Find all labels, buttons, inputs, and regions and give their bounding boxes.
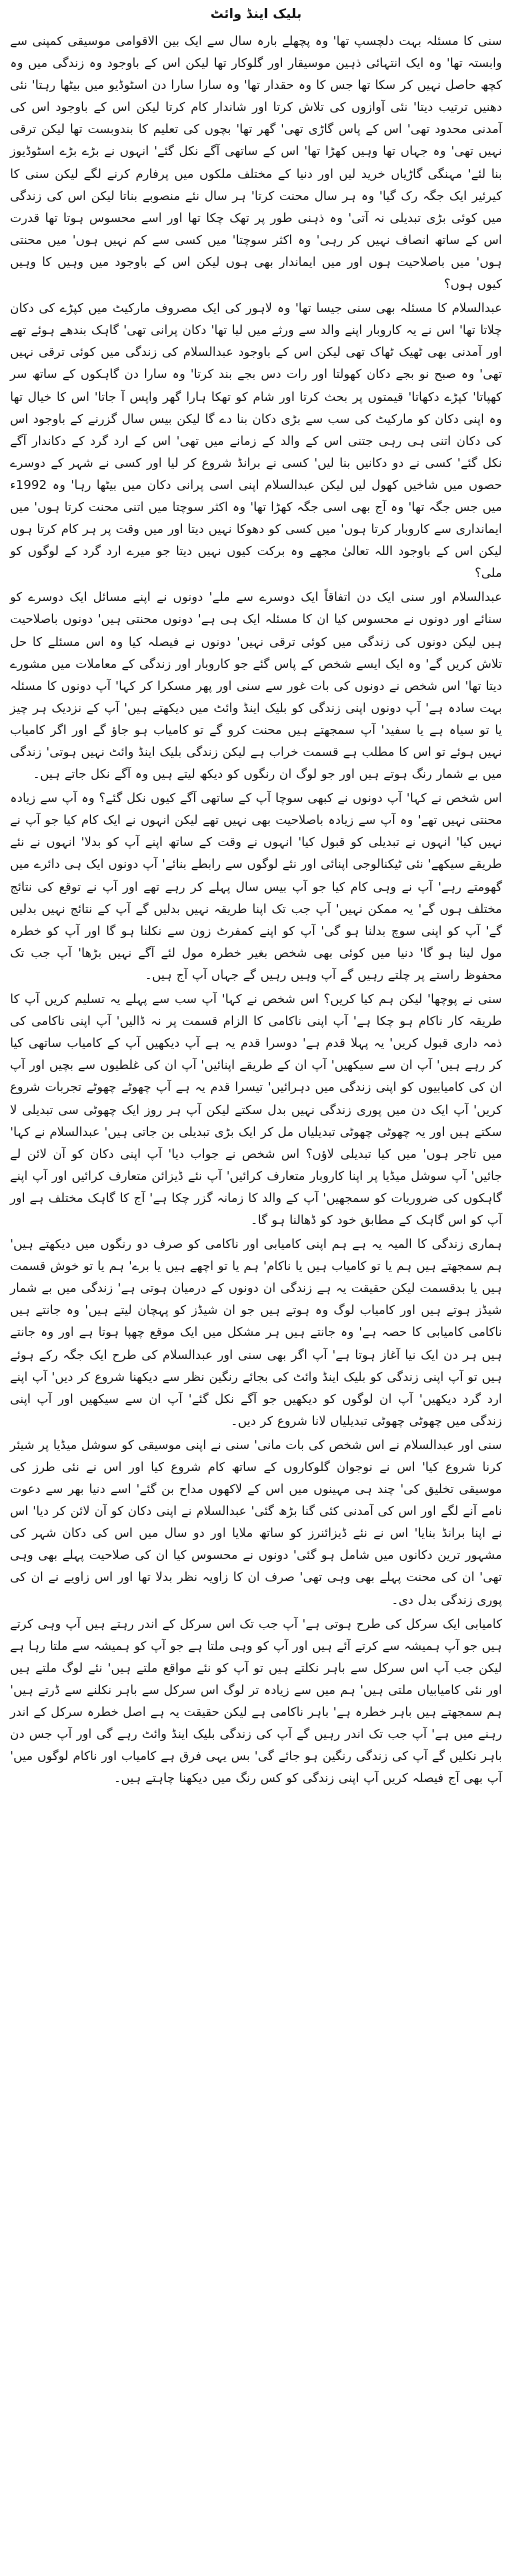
article-paragraph: سنی نے پوچھا' لیکن ہم کیا کریں؟ اس شخص نے کہا' آپ سب سے پہلے یہ تسلیم کریں آپ کا طریقہ کار ناکام ہو چکا ہے' آپ اپنی ناکامی کا الزام قسمت پر نہ ڈالیں' آپ اپنی ناکامی کی ذمہ داری قبول کریں' یہ پہلا قدم ہے' دوسرا قدم یہ ہے آپ دیکھیں آپ کے کامیاب ساتھی کیا کر رہے ہیں' آپ ان سے سیکھیں' آپ ان کے طریقے اپنائیں' آپ ان کی غلطیوں سے بچیں اور آپ ان کی کامیابیوں کو اپنی زندگی میں دہرائیں' تیسرا قدم یہ ہے آپ چھوٹے چھوٹے تجربات شروع کریں' آپ ایک دن میں پوری زندگی نہیں بدل سکتے لیکن آپ ہر روز ایک چھوٹی سی تبدیلی لا سکتے ہیں اور یہ چھوٹی چھوٹی تبدیلیاں مل کر ایک بڑی تبدیلی بن جاتی ہیں' عبدالسلام نے کہا' میں تاجر ہوں' میں کیا تبدیلی لاؤں؟ اس شخص نے جواب دیا' آپ اپنی دکان کو آن لائن لے جائیں' آپ سوشل میڈیا پر اپنا کاروبار متعارف کرائیں' آپ نئے ڈیزائن متعارف کرائیں اور آپ اپنے گاہکوں کی ضروریات کو سمجھیں' آپ کے والد کا زمانہ گزر چکا ہے' آج کا گاہک مختلف ہے اور آپ کو اس گاہک کے مطابق خود کو ڈھالنا ہو گا۔	[10, 992, 502, 1227]
article-paragraph: ہماری زندگی کا المیہ یہ ہے ہم اپنی کامیابی اور ناکامی کو صرف دو رنگوں میں دیکھتے ہیں' ہم سمجھتے ہیں ہم یا تو کامیاب ہیں یا ناکام' ہم یا تو اچھے ہیں یا برے' ہم یا تو خوش قسمت ہیں یا بدقسمت لیکن حقیقت یہ ہے زندگی ان دونوں کے درمیان ہوتی ہے' زندگی میں بے شمار شیڈز ہوتے ہیں اور کامیاب لوگ وہ ہوتے ہیں جو ان شیڈز کو پہچان لیتے ہیں' وہ جانتے ہیں ناکامی کامیابی کا حصہ ہے' وہ جانتے ہیں ہر مشکل میں ایک موقع چھپا ہوتا ہے اور وہ جانتے ہیں ہر دن ایک نیا آغاز ہوتا ہے' آپ اگر بھی سنی اور عبدالسلام کی طرح ایک جگہ رکے ہوئے ہیں تو آپ اپنی زندگی کو بلیک اینڈ وائٹ کی بجائے رنگین نظر سے دیکھنا شروع کر دیں' آپ اپنے ارد گرد دیکھیں' آپ ان لوگوں کو دیکھیں جو آگے نکل گئے' آپ ان سے سیکھیں اور آپ اپنی زندگی میں چھوٹی چھوٹی تبدیلیاں لانا شروع کر دیں۔	[10, 1237, 502, 1428]
article-paragraph: عبدالسلام اور سنی ایک دن اتفاقاً ایک دوسرے سے ملے' دونوں نے اپنے مسائل ایک دوسرے کو سنائے اور دونوں نے محسوس کیا ان کا مسئلہ ایک ہی ہے' دونوں محنتی ہیں' دونوں باصلاحیت ہیں لیکن دونوں کی زندگی میں کوئی ترقی نہیں' دونوں نے فیصلہ کیا وہ اس مسئلے کا حل تلاش کریں گے' وہ ایک ایسے شخص کے پاس گئے جو کاروبار اور زندگی کے معاملات میں مشورے دیتا تھا' اس شخص نے دونوں کی بات غور سے سنی اور پھر مسکرا کر کہا' آپ دونوں کا مسئلہ بہت سادہ ہے' آپ دونوں اپنی زندگی کو بلیک اینڈ وائٹ میں دیکھتے ہیں' آپ کے نزدیک ہر چیز یا تو سیاہ ہے یا سفید' آپ سمجھتے ہیں محنت کرو گے تو کامیاب ہو جاؤ گے اور اگر کامیاب نہیں ہوئے تو اس کا مطلب ہے قسمت خراب ہے لیکن زندگی بلیک اینڈ وائٹ نہیں ہوتی' زندگی میں بے شمار رنگ ہوتے ہیں اور جو لوگ ان رنگوں کو دیکھ لیتے ہیں وہ آگے نکل جاتے ہیں۔	[10, 590, 502, 782]
article-title: بلیک اینڈ وائٹ	[210, 7, 302, 22]
article-paragraph: سنی کا مسئلہ بہت دلچسپ تھا' وہ پچھلے بارہ سال سے ایک بین الاقوامی موسیقی کمپنی سے وابستہ تھا' وہ ایک انتہائی ذہین موسیقار اور گلوکار تھا لیکن اس کے باوجود وہ زندگی میں وہ کچھ حاصل نہیں کر سکا تھا جس کا وہ حقدار تھا' وہ سارا سارا دن اسٹوڈیو میں بیٹھا رہتا' نئی دھنیں ترتیب دیتا' نئی آوازوں کی تلاش کرتا اور شاندار کام کرتا لیکن اس کے باوجود اس کی آمدنی محدود تھی' اس کے پاس گاڑی تھی' گھر تھا' بچوں کی تعلیم کا بندوبست تھا لیکن ترقی نہیں تھی' وہ جہاں تھا وہیں کھڑا تھا' اس کے ساتھی آگے نکل گئے' انہوں نے بڑے بڑے اسٹوڈیوز بنا لئے' مہنگی گاڑیاں خرید لیں اور دنیا کے مختلف ملکوں میں پرفارم کرنے لگے لیکن سنی کا کیرئیر ایک جگہ رک گیا' وہ ہر سال محنت کرتا' ہر سال نئے منصوبے بناتا لیکن اس کی زندگی میں کوئی بڑی تبدیلی نہ آتی' وہ ذہنی طور پر تھک چکا تھا اور اسے محسوس ہوتا تھا قدرت اس کے ساتھ انصاف نہیں کر رہی' وہ اکثر سوچتا' میں کسی سے کم نہیں ہوں' میں محنتی ہوں' میں باصلاحیت ہوں اور میں ایماندار بھی ہوں لیکن اس کے باوجود میں وہیں کا وہیں کیوں ہوں؟	[10, 34, 502, 292]
article-paragraph: اس شخص نے کہا' آپ دونوں نے کبھی سوچا آپ کے ساتھی آگے کیوں نکل گئے؟ وہ آپ سے زیادہ محنتی نہیں تھے' وہ آپ سے زیادہ باصلاحیت بھی نہیں تھے لیکن انہوں نے ایک کام کیا جو آپ نے نہیں کیا' انہوں نے تبدیلی کو قبول کیا' انہوں نے وقت کے ساتھ اپنے آپ کو بدلا' انہوں نے نئے طریقے سیکھے' نئی ٹیکنالوجی اپنائی اور نئے لوگوں سے رابطے بنائے' آپ دونوں ایک ہی دائرے میں گھومتے رہے' آپ نے وہی کام کیا جو آپ بیس سال پہلے کر رہے تھے اور آپ نے توقع کی نتائج مختلف ہوں گے' یہ ممکن نہیں' آپ جب تک اپنا طریقہ نہیں بدلیں گے آپ کے نتائج نہیں بدلیں گے' آپ کو اپنی سوچ بدلنا ہو گی' آپ کو اپنے کمفرٹ زون سے نکلنا ہو گا اور آپ کو خطرہ مول لینا ہو گا' دنیا میں کوئی بھی شخص بغیر خطرہ مول لئے آگے نہیں بڑھا' آپ جب تک محفوظ راستے پر چلتے رہیں گے آپ وہیں رہیں گے جہاں آپ آج ہیں۔	[10, 791, 502, 982]
article-paragraph: کامیابی ایک سرکل کی طرح ہوتی ہے' آپ جب تک اس سرکل کے اندر رہتے ہیں آپ وہی کرتے ہیں جو آپ ہمیشہ سے کرتے آئے ہیں اور آپ کو وہی ملتا ہے جو آپ کو ہمیشہ سے ملتا رہا ہے لیکن جب آپ اس سرکل سے باہر نکلتے ہیں تو آپ کو نئے مواقع ملتے ہیں' نئے لوگ ملتے ہیں اور نئی کامیابیاں ملتی ہیں' ہم میں سے زیادہ تر لوگ اس سرکل سے باہر نکلنے سے ڈرتے ہیں' ہم سمجھتے ہیں باہر خطرہ ہے' باہر ناکامی ہے لیکن حقیقت یہ ہے اصل خطرہ سرکل کے اندر رہنے میں ہے' آپ جب تک اندر رہیں گے آپ کی زندگی بلیک اینڈ وائٹ رہے گی اور آپ جس دن باہر نکلیں گے آپ کی زندگی رنگین ہو جائے گی' بس یہی فرق ہے کامیاب اور ناکام لوگوں میں' آپ بھی آج فیصلہ کریں آپ اپنی زندگی کو کس رنگ میں دیکھنا چاہتے ہیں۔	[10, 1616, 502, 1786]
article-paragraph: سنی اور عبدالسلام نے اس شخص کی بات مانی' سنی نے اپنی موسیقی کو سوشل میڈیا پر شیئر کرنا شروع کیا' اس نے نوجوان گلوکاروں کے ساتھ کام شروع کیا اور اس نے نئی طرز کی موسیقی تخلیق کی' چند ہی مہینوں میں اس کے لاکھوں مداح بن گئے' اسے دنیا بھر سے دعوت نامے آنے لگے اور اس کی آمدنی کئی گنا بڑھ گئی' عبدالسلام نے اپنی دکان کو آن لائن کر دیا' اس نے اپنا برانڈ بنایا' اس نے نئے ڈیزائنرز کو ساتھ ملایا اور دو سال میں اس کی دکان شہر کی مشہور ترین دکانوں میں شامل ہو گئی' دونوں نے محسوس کیا ان کی صلاحیت پہلے بھی وہی تھی' ان کی محنت پہلے بھی وہی تھی' صرف ان کا زاویہ نظر بدلا تھا اور اس زاویے نے ان کی پوری زندگی بدل دی۔	[10, 1437, 502, 1607]
article-paragraph: عبدالسلام کا مسئلہ بھی سنی جیسا تھا' وہ لاہور کی ایک مصروف مارکیٹ میں کپڑے کی دکان چلاتا تھا' اس نے یہ کاروبار اپنے والد سے ورثے میں لیا تھا' دکان پرانی تھی' گاہک بندھے ہوئے تھے اور آمدنی بھی ٹھیک ٹھاک تھی لیکن اس کے باوجود عبدالسلام کی زندگی میں کوئی ترقی نہیں تھی' وہ صبح نو بجے دکان کھولتا اور رات دس بجے بند کرتا' وہ سارا دن گاہکوں کے ساتھ سر کھپاتا' کپڑے دکھاتا' قیمتوں پر بحث کرتا اور شام کو تھکا ہارا گھر واپس آ جاتا' اس کا خیال تھا وہ اپنی دکان کو مارکیٹ کی سب سے بڑی دکان بنا دے گا لیکن بیس سال گزرنے کے باوجود اس کی دکان اتنی ہی رہی جتنی اس کے والد کے زمانے میں تھی' اس کے ارد گرد کے دکاندار آگے نکل گئے' کسی نے دو دکانیں بنا لیں' کسی نے برانڈ شروع کر لیا اور کسی نے شہر کے دوسرے حصوں میں شاخیں کھول لیں لیکن عبدالسلام اپنی اسی پرانی دکان میں بیٹھا رہا' وہ 1992ء میں جس جگہ تھا' وہ آج بھی اسی جگہ کھڑا تھا' وہ اکثر سوچتا میں اتنی محنت کرتا ہوں' میں ایمانداری سے کاروبار کرتا ہوں' میں کسی کو دھوکا نہیں دیتا اور میں وقت پر ہر کام کرتا ہوں لیکن اس کے باوجود اللہ تعالیٰ مجھے وہ برکت کیوں نہیں دیتا جو میرے ارد گرد کے لوگوں کو ملی؟	[10, 301, 502, 581]
